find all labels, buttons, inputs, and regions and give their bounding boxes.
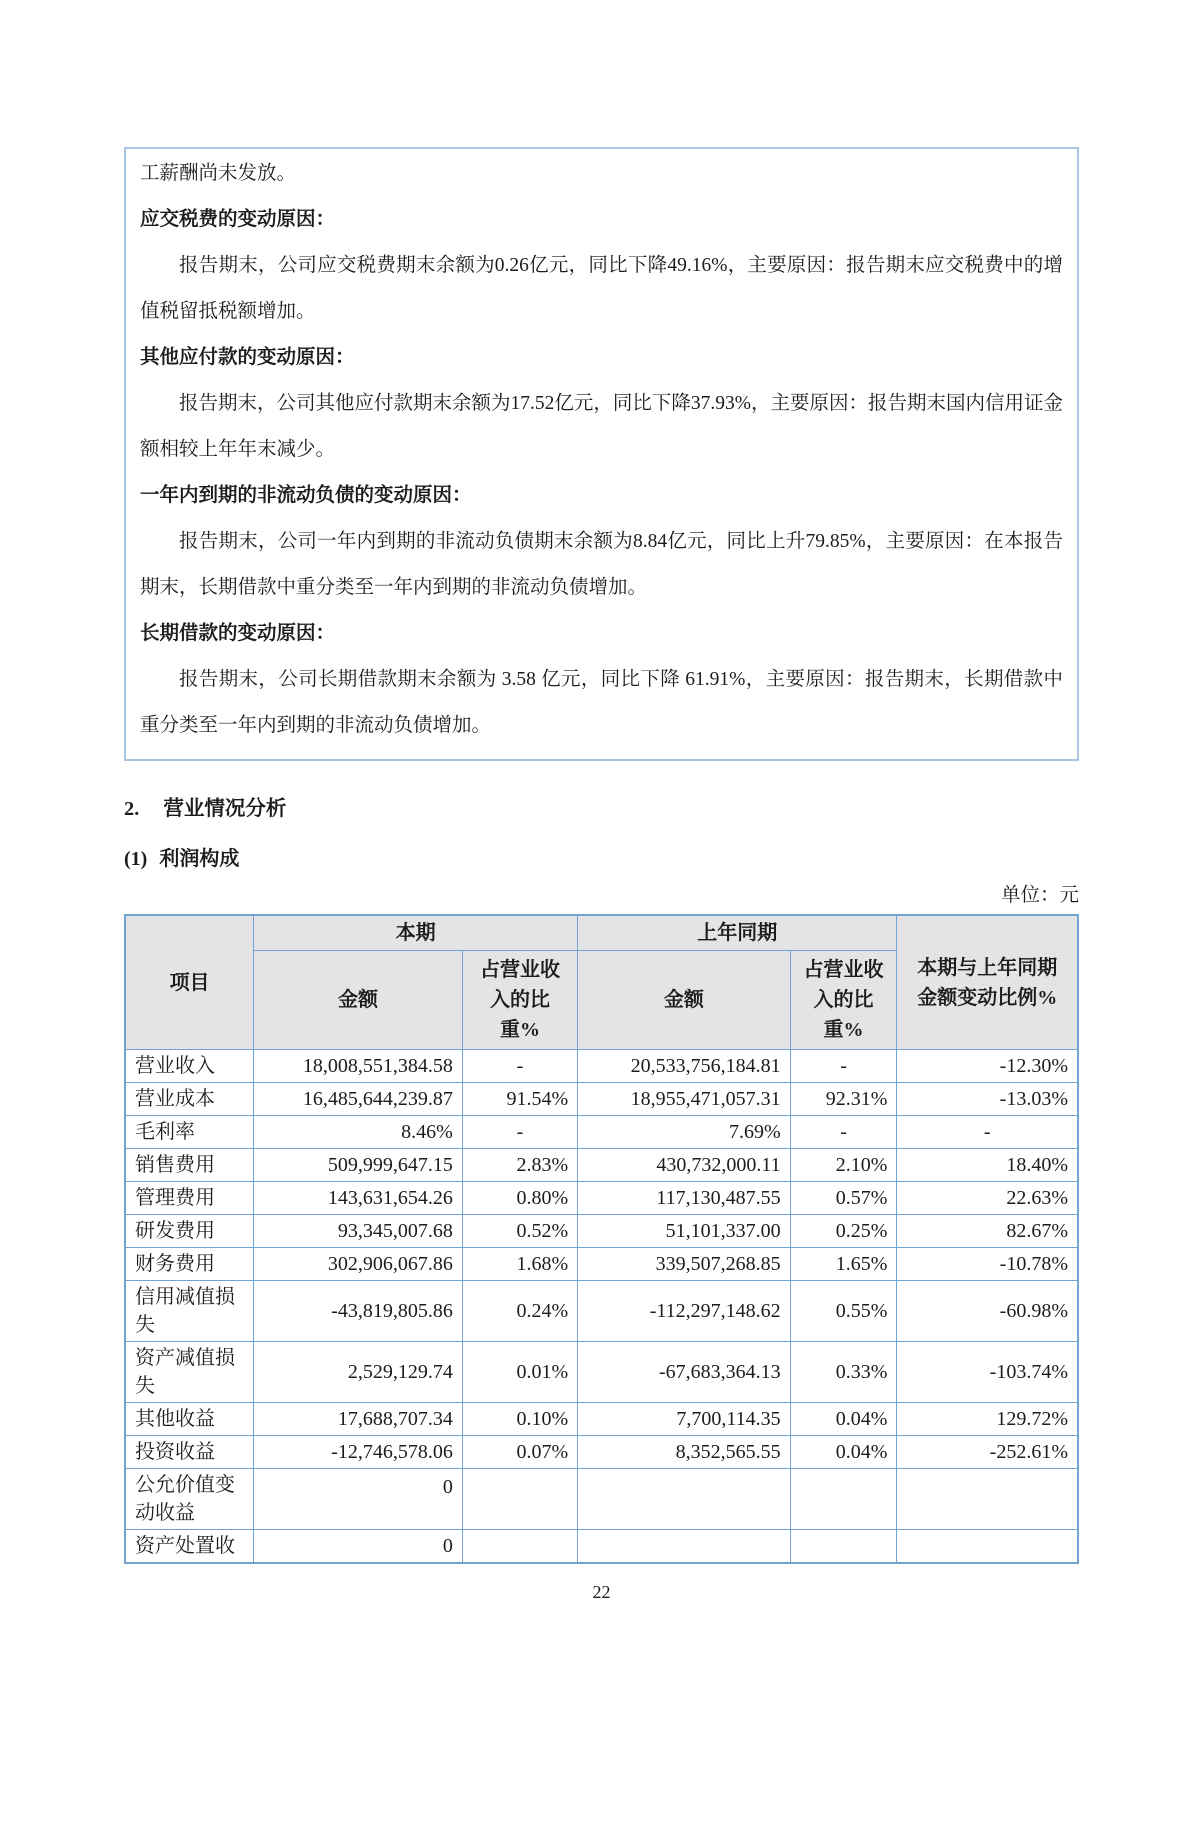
item-cell: 研发费用 bbox=[125, 1215, 254, 1248]
callout-heading: 其他应付款的变动原因： bbox=[140, 347, 355, 368]
item-cell: 销售费用 bbox=[125, 1149, 254, 1182]
callout-line: 工薪酬尚未发放。 bbox=[140, 163, 297, 184]
amount-cell: 51,101,337.00 bbox=[578, 1215, 791, 1248]
col-header-amount: 金额 bbox=[254, 951, 463, 1050]
change-cell: -252.61% bbox=[897, 1436, 1078, 1469]
change-cell: -60.98% bbox=[897, 1281, 1078, 1342]
callout-box bbox=[124, 147, 1079, 761]
amount-cell: 339,507,268.85 bbox=[578, 1248, 791, 1281]
amount-cell: -67,683,364.13 bbox=[578, 1342, 791, 1403]
ratio-cell: 0.55% bbox=[790, 1281, 897, 1342]
ratio-cell: 0.10% bbox=[462, 1403, 577, 1436]
amount-cell: 18,008,551,384.58 bbox=[254, 1050, 463, 1083]
item-cell: 资产减值损失 bbox=[125, 1342, 254, 1403]
amount-cell: 0 bbox=[254, 1469, 463, 1530]
amount-cell: 117,130,487.55 bbox=[578, 1182, 791, 1215]
item-cell: 信用减值损失 bbox=[125, 1281, 254, 1342]
ratio-cell: - bbox=[790, 1050, 897, 1083]
amount-cell: 7,700,114.35 bbox=[578, 1403, 791, 1436]
table-row bbox=[125, 1182, 1078, 1215]
empty-cell bbox=[578, 1530, 791, 1564]
change-cell: 18.40% bbox=[897, 1149, 1078, 1182]
subsection-number: (1) bbox=[124, 848, 148, 870]
change-cell: 82.67% bbox=[897, 1215, 1078, 1248]
item-cell: 营业收入 bbox=[125, 1050, 254, 1083]
amount-cell: 93,345,007.68 bbox=[254, 1215, 463, 1248]
ratio-cell: - bbox=[790, 1116, 897, 1149]
item-cell: 投资收益 bbox=[125, 1436, 254, 1469]
amount-cell: 16,485,644,239.87 bbox=[254, 1083, 463, 1116]
ratio-cell: 2.83% bbox=[462, 1149, 577, 1182]
subsection-title: 利润构成 bbox=[159, 848, 240, 870]
unit-label: 单位：元 bbox=[1000, 885, 1079, 906]
amount-cell: 302,906,067.86 bbox=[254, 1248, 463, 1281]
item-cell: 其他收益 bbox=[125, 1403, 254, 1436]
ratio-cell: 0.24% bbox=[462, 1281, 577, 1342]
table-row bbox=[125, 1083, 1078, 1116]
table-row bbox=[125, 1116, 1078, 1149]
ratio-cell: 0.04% bbox=[790, 1436, 897, 1469]
callout-heading: 应交税费的变动原因： bbox=[140, 209, 336, 230]
empty-cell bbox=[578, 1469, 791, 1530]
amount-cell: 8,352,565.55 bbox=[578, 1436, 791, 1469]
ratio-cell: 1.65% bbox=[790, 1248, 897, 1281]
table-row bbox=[125, 1281, 1078, 1342]
ratio-cell: 0.80% bbox=[462, 1182, 577, 1215]
amount-cell: 20,533,756,184.81 bbox=[578, 1050, 791, 1083]
change-cell: 129.72% bbox=[897, 1403, 1078, 1436]
table-header-row bbox=[125, 915, 1078, 951]
col-header-ratio: 占营业收入的比重% bbox=[790, 951, 897, 1050]
section-number: 2. bbox=[124, 798, 140, 820]
amount-cell: 509,999,647.15 bbox=[254, 1149, 463, 1182]
page-number: 22 bbox=[592, 1582, 611, 1602]
empty-cell bbox=[790, 1469, 897, 1530]
ratio-cell: - bbox=[462, 1116, 577, 1149]
ratio-cell: 0.07% bbox=[462, 1436, 577, 1469]
amount-cell: 0 bbox=[254, 1530, 463, 1564]
item-cell: 公允价值变动收益 bbox=[125, 1469, 254, 1530]
table-row bbox=[125, 1149, 1078, 1182]
change-cell: -10.78% bbox=[897, 1248, 1078, 1281]
item-cell: 毛利率 bbox=[125, 1116, 254, 1149]
amount-cell: -12,746,578.06 bbox=[254, 1436, 463, 1469]
col-header-prior: 上年同期 bbox=[578, 915, 897, 951]
empty-cell bbox=[790, 1530, 897, 1564]
table-row bbox=[125, 1342, 1078, 1403]
callout-heading: 一年内到期的非流动负债的变动原因： bbox=[140, 485, 472, 506]
amount-cell: 143,631,654.26 bbox=[254, 1182, 463, 1215]
table-row bbox=[125, 1215, 1078, 1248]
table-row bbox=[125, 1530, 1078, 1564]
item-cell: 营业成本 bbox=[125, 1083, 254, 1116]
table-row bbox=[125, 1436, 1078, 1469]
col-header-amount: 金额 bbox=[578, 951, 791, 1050]
table-row bbox=[125, 1248, 1078, 1281]
amount-cell: 430,732,000.11 bbox=[578, 1149, 791, 1182]
table-row bbox=[125, 1403, 1078, 1436]
amount-cell: 7.69% bbox=[578, 1116, 791, 1149]
amount-cell: 8.46% bbox=[254, 1116, 463, 1149]
item-cell: 管理费用 bbox=[125, 1182, 254, 1215]
ratio-cell: 92.31% bbox=[790, 1083, 897, 1116]
amount-cell: -43,819,805.86 bbox=[254, 1281, 463, 1342]
ratio-cell: 0.04% bbox=[790, 1403, 897, 1436]
callout-line: 报告期末，公司长期借款期末余额为 3.58 亿元，同比下降 61.91%，主要原因：报告期末，长期借款中重分类至一年内到期的非流动负债增加。 bbox=[140, 669, 1063, 736]
col-header-item: 项目 bbox=[125, 915, 254, 1050]
change-cell: 22.63% bbox=[897, 1182, 1078, 1215]
empty-cell bbox=[462, 1469, 577, 1530]
ratio-cell: 0.01% bbox=[462, 1342, 577, 1403]
ratio-cell: 0.57% bbox=[790, 1182, 897, 1215]
table-row bbox=[125, 1469, 1078, 1530]
col-header-current: 本期 bbox=[254, 915, 578, 951]
item-cell: 财务费用 bbox=[125, 1248, 254, 1281]
ratio-cell: - bbox=[462, 1050, 577, 1083]
section-heading bbox=[124, 795, 1079, 823]
ratio-cell: 91.54% bbox=[462, 1083, 577, 1116]
amount-cell: 17,688,707.34 bbox=[254, 1403, 463, 1436]
change-cell: -12.30% bbox=[897, 1050, 1078, 1083]
amount-cell: 18,955,471,057.31 bbox=[578, 1083, 791, 1116]
col-header-ratio: 占营业收入的比重% bbox=[462, 951, 577, 1050]
col-header-change: 本期与上年同期金额变动比例% bbox=[897, 915, 1078, 1050]
callout-line: 报告期末，公司一年内到期的非流动负债期末余额为8.84亿元，同比上升79.85%，主要原因：在本报告期末，长期借款中重分类至一年内到期的非流动负债增加。 bbox=[140, 531, 1063, 598]
amount-cell: -112,297,148.62 bbox=[578, 1281, 791, 1342]
profit-composition-table bbox=[124, 914, 1079, 1564]
document-page bbox=[0, 147, 1200, 1604]
table-row bbox=[125, 1050, 1078, 1083]
amount-cell: 2,529,129.74 bbox=[254, 1342, 463, 1403]
subsection-heading bbox=[124, 845, 1079, 873]
callout-heading: 长期借款的变动原因： bbox=[140, 623, 336, 644]
callout-line: 报告期末，公司其他应付款期末余额为17.52亿元，同比下降37.93%，主要原因：报告期末国内信用证金额相较上年年末减少。 bbox=[140, 393, 1063, 460]
item-cell: 资产处置收 bbox=[125, 1530, 254, 1564]
change-cell: -13.03% bbox=[897, 1083, 1078, 1116]
ratio-cell: 0.25% bbox=[790, 1215, 897, 1248]
callout-line: 报告期末，公司应交税费期末余额为0.26亿元，同比下降49.16%，主要原因：报告期末应交税费中的增值税留抵税额增加。 bbox=[140, 255, 1063, 322]
change-cell: - bbox=[897, 1116, 1078, 1149]
empty-cell bbox=[897, 1469, 1078, 1530]
change-cell: -103.74% bbox=[897, 1342, 1078, 1403]
empty-cell bbox=[897, 1530, 1078, 1564]
empty-cell bbox=[462, 1530, 577, 1564]
section-title: 营业情况分析 bbox=[163, 798, 287, 820]
ratio-cell: 0.33% bbox=[790, 1342, 897, 1403]
ratio-cell: 1.68% bbox=[462, 1248, 577, 1281]
ratio-cell: 0.52% bbox=[462, 1215, 577, 1248]
ratio-cell: 2.10% bbox=[790, 1149, 897, 1182]
